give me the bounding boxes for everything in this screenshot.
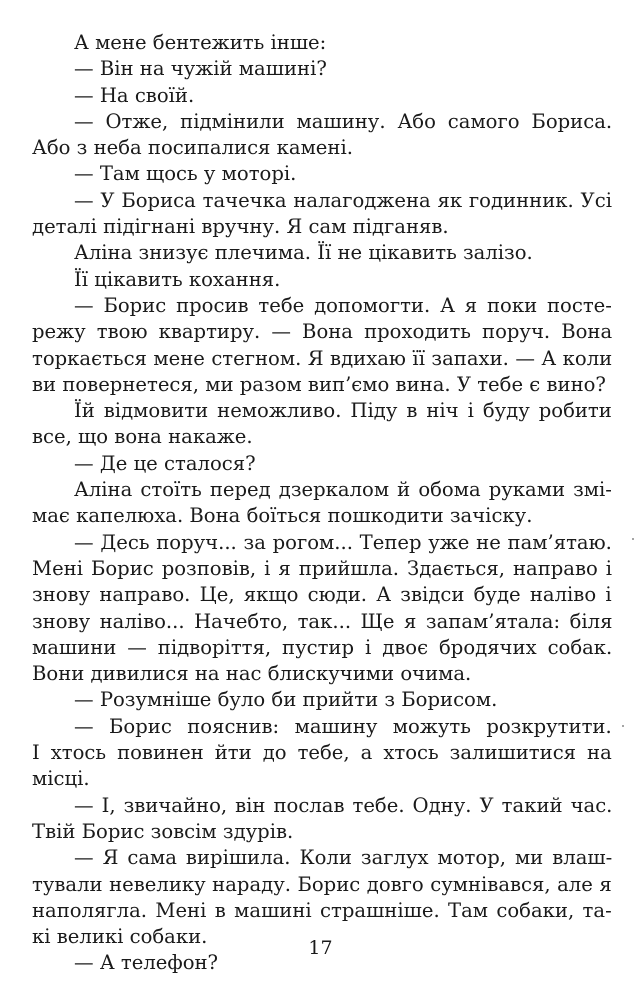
text-line: кі великі собаки. <box>32 925 208 949</box>
text-line: — Де це сталося? <box>74 451 256 475</box>
text-line: — Розумніше було би прийти з Борисом. <box>74 688 498 712</box>
text-line: знову направо. Це, якщо сюди. А звідси буде наліво і <box>32 583 612 607</box>
text-line: І хтось повинен йти до тебе, а хтось залишитися на <box>32 741 612 765</box>
page-body <box>32 30 612 977</box>
text-line: Мені Борис розповів, і я прийшла. Здається, направо і <box>32 556 613 580</box>
text-line: Їй відмовити неможливо. Піду в ніч і буду робити <box>74 399 612 423</box>
text-line: Вони дивилися на нас блискучими очима. <box>32 662 472 686</box>
text-line: торкається мене стегном. Я вдихаю її запахи. — А коли <box>32 346 613 370</box>
text-line: тували невелику нараду. Борис довго сумнівався, але я <box>32 872 612 896</box>
text-line: Аліна стоїть перед дзеркалом й обома руками змі- <box>74 478 612 502</box>
text-line: все, що вона накаже. <box>32 425 253 449</box>
text-line: А мене бентежить інше: <box>74 31 327 54</box>
text-line: — Борис просив тебе допомогти. А я поки посте- <box>74 293 612 317</box>
text-line: — Десь поруч... за рогом... Тепер уже не пам’ятаю. <box>74 530 612 554</box>
text-line: Твій Борис зовсім здурів. <box>32 819 294 843</box>
text-line: Або з неба посипалися камені. <box>32 136 353 160</box>
text-line: місці. <box>32 767 90 791</box>
text-line: — У Бориса тачечка налагоджена як годинник. Усі <box>74 188 612 212</box>
text-line: — На своїй. <box>74 83 195 107</box>
text-line: режу твою квартиру. — Вона проходить поруч. Вона <box>32 320 613 344</box>
text-line: має капелюха. Вона боїться пошкодити зачіску. <box>32 504 533 528</box>
text-line: Її цікавить кохання. <box>74 267 281 291</box>
text-line: машини — підворіття, пустир і двоє бродячих собак. <box>32 635 613 659</box>
scan-speck <box>632 538 634 540</box>
text-line: ви повернетеся, ми разом вип’ємо вина. У тебе є вино? <box>32 372 606 396</box>
text-line: — Там щось у моторі. <box>74 162 297 186</box>
scan-speck <box>622 725 624 727</box>
text-line: знову наліво... Начебто, так... Ще я запам’ятала: біля <box>32 609 613 633</box>
text-line: наполягла. Мені в машині страшніше. Там собаки, та- <box>32 898 612 922</box>
text-line: — Він на чужій машині? <box>74 57 327 81</box>
text-line: — Я сама вирішила. Коли заглух мотор, ми влаш- <box>74 846 613 870</box>
page-number: 17 <box>308 937 333 959</box>
text-line: деталі підігнані вручну. Я сам підганяв. <box>32 215 449 239</box>
text-line: — Отже, підмінили машину. Або самого Бориса. <box>74 109 613 133</box>
text-line: Аліна знизує плечима. Її не цікавить залізо. <box>74 241 533 265</box>
text-line: — А телефон? <box>74 951 219 975</box>
text-line: — І, звичайно, він послав тебе. Одну. У такий час. <box>74 793 613 817</box>
text-line: — Борис пояснив: машину можуть розкрутити. <box>74 714 612 738</box>
